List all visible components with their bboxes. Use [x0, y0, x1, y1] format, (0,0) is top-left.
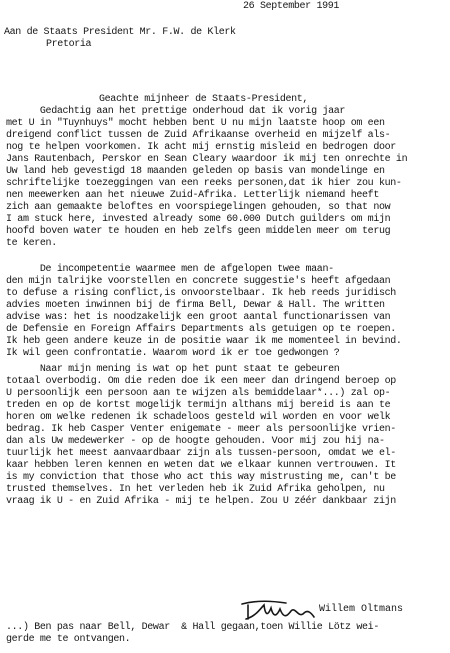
paragraph3-line: bedrag. Ik heb Casper Venter enigemate - meer als persoonlijke vrien-: [6, 424, 396, 435]
paragraph1-line: I am stuck here, invested already some 60.000 Dutch guilders om mijn: [6, 214, 391, 225]
paragraph3-line: is my conviction that those who act this way mistrusting me, can't be: [6, 472, 396, 483]
paragraph3-line: dan als Uw medewerker - op de hoogte gehouden. Voor mij zou hij na-: [6, 436, 385, 447]
paragraph3-line: tuurlijk het meest aanvaardbaar zijn als tussen-persoon, omdat we el-: [6, 448, 396, 459]
paragraph1-line: nen meewerken aan het nieuwe Zuid-Afrika. Letterlijk niemand heeft: [6, 190, 379, 201]
paragraph2-line: advies moeten inwinnen bij de firma Bell, Dewar & Hall. The written: [6, 300, 385, 311]
signature-name: Willem Oltmans: [319, 604, 404, 615]
paragraph3-line: trusted themselves. In het verleden heb ik Zuid Afrika geholpen, nu: [6, 484, 385, 495]
paragraph3-line: horen om welke redenen ik schadeloos gesteld wil worden en voor welk: [6, 412, 391, 423]
paragraph2-line: Ik heb geen andere keuze in de positie waar ik me momenteel in bevind.: [6, 336, 402, 347]
paragraph2-line: den mijn talrijke voorstellen en concrete suggestie's heeft afgedaan: [6, 276, 391, 287]
paragraph3-line: kaar hebben leren kennen en weten dat we elkaar kunnen vertrouwen. It: [6, 460, 396, 471]
letter-date: 26 September 1991: [243, 1, 340, 12]
paragraph2-line: Ik wil geen confrontatie. Waarom word ik er toe gedwongen ?: [6, 348, 340, 359]
paragraph1-line: zich aan gemaakte beloftes en voorspiegelingen gehouden, so that now: [6, 202, 391, 213]
address-line-2: Pretoria: [46, 39, 92, 50]
paragraph2-line: De incompetentie waarmee men de afgelopen twee maan-: [6, 264, 334, 275]
paragraph2-line: de Defensie en Foreign Affairs Departments als getuigen op te roepen.: [6, 324, 396, 335]
salutation: Geachte mijnheer de Staats-President,: [99, 94, 309, 105]
paragraph2-line: advise was: het is noodzakelijk een groot aantal functionarissen van: [6, 312, 391, 323]
paragraph2-line: to defuse a rising conflict,is onvoorstelbaar. Ik heb reeds juridisch: [6, 288, 396, 299]
paragraph1-line: Jans Rautenbach, Perskor en Sean Cleary waardoor ik mij ten onrechte in: [6, 154, 408, 165]
paragraph1-line: schriftelijke toezeggingen van een reeks personen,dat ik hier zou kun-: [6, 178, 402, 189]
paragraph1-line: Gedachtig aan het prettige onderhoud dat ik vorig jaar: [6, 106, 346, 117]
paragraph3-line: totaal overbodig. Om die reden doe ik een meer dan dringend beroep op: [6, 376, 396, 387]
paragraph1-line: hoofd boven water te houden en heb zelfs geen middelen meer om terug: [6, 226, 391, 237]
footnote-line: ...) Ben pas naar Bell, Dewar & Hall gegaan,toen Willie Lötz wei-: [6, 622, 379, 633]
paragraph1-line: nog te helpen voorkomen. Ik acht mij ernstig misleid en bedrogen door: [6, 142, 396, 153]
footnote-line: gerde me te ontvangen.: [6, 634, 131, 645]
paragraph1-line: Uw land heb gevestigd 18 maanden geleden op basis van mondelinge en: [6, 166, 385, 177]
address-line-1: Aan de Staats President Mr. F.W. de Klerk: [4, 27, 236, 38]
paragraph3-line: treden en op de kortst mogelijk termijn althans mij bereid is aan te: [6, 400, 391, 411]
paragraph3-line: Naar mijn mening is wat op het punt staat te gebeuren: [6, 364, 340, 375]
paragraph3-line: vraag ik U - en Zuid Afrika - mij te helpen. Zou U zéér dankbaar zijn: [6, 496, 396, 507]
paragraph1-line: met U in "Tuynhuys" mocht hebben bent U nu mijn laatste hoop om een: [6, 118, 385, 129]
paragraph1-line: dreigend conflict tussen de Zuid Afrikaanse overheid en mijzelf als-: [6, 130, 391, 141]
paragraph3-line: U persoonlijk een persoon aan te wijzen als bemiddelaar*...) zal op-: [6, 388, 391, 399]
paragraph1-line: te keren.: [6, 238, 57, 249]
